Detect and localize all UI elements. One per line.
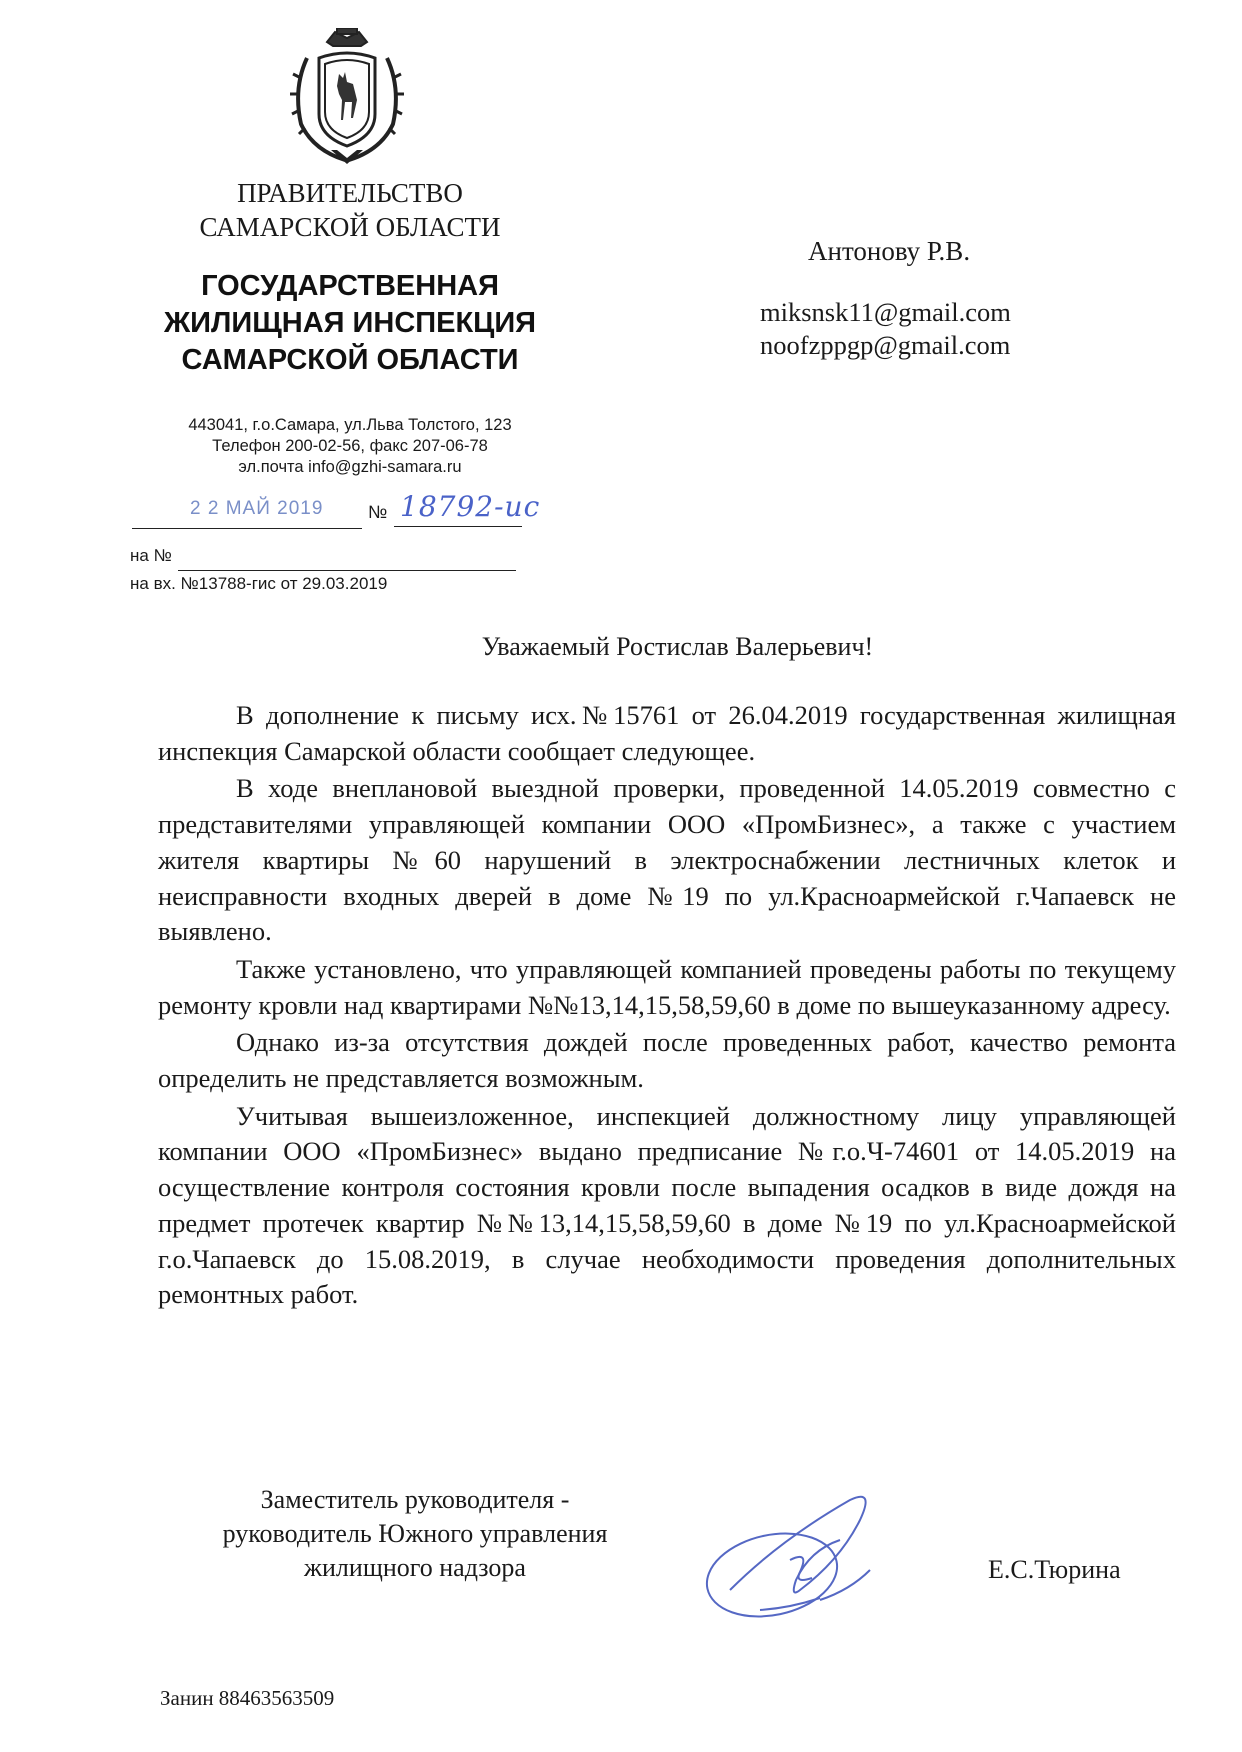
reply-to-number-label: на № xyxy=(130,546,172,565)
signatory-title-line2: руководитель Южного управления xyxy=(222,1519,608,1548)
address-line: 443041, г.о.Самара, ул.Льва Толстого, 123 xyxy=(188,416,512,434)
body-paragraph-1: В дополнение к письму исх.№15761 от 26.04.2019 государственная жилищная инспекция Самарской области сообщает следующее. xyxy=(158,700,1176,766)
email-line: эл.почта info@gzhi-samara.ru xyxy=(238,458,462,476)
body-paragraph-3: Также установлено, что управляющей компанией проведены работы по текущему ремонту кровли над квартирами №№13,14,15,58,59,60 в доме по вышеуказанному адресу. xyxy=(158,953,1176,1020)
inspection-name-line1: ГОСУДАРСТВЕННАЯ xyxy=(201,270,499,302)
coat-of-arms-emblem xyxy=(287,28,407,166)
recipient-email-1: miksnsk11@gmail.com xyxy=(760,297,1011,327)
reply-to-number-line xyxy=(178,570,516,571)
registration-number-line xyxy=(394,526,522,527)
salutation: Уважаемый Ростислав Валерьевич! xyxy=(481,632,874,661)
letter-body xyxy=(158,698,1176,1313)
incoming-reference: на вх. №13788-гис от 29.03.2019 xyxy=(130,574,388,593)
handwritten-signature xyxy=(700,1480,910,1630)
recipient-block xyxy=(760,234,1011,362)
phone-line: Телефон 200-02-56, факс 207-06-78 xyxy=(212,437,488,455)
signatory-title xyxy=(185,1483,645,1585)
government-name-line1: ПРАВИТЕЛЬСТВО xyxy=(237,178,463,208)
registration-number-handwritten: 18792-ис xyxy=(400,490,541,523)
body-paragraph-4: Однако из-за отсутствия дождей после проведенных работ, качество ремонта определить не представляется возможным. xyxy=(158,1027,1176,1094)
recipient-name: Антонову Р.В. xyxy=(808,236,971,266)
inspection-name-line3: САМАРСКОЙ ОБЛАСТИ xyxy=(181,344,519,376)
body-paragraph-5: Учитывая вышеизложенное, инспекцией должностному лицу управляющей компании ООО «ПромБизнес» выдано предписание №г.о.Ч-74601 от 14.05.2019 на осуществление контроля состояния кровли после выпадения осадков в виде дождя на предмет протечек квартир №№13,14,15,58,59,60 в доме №19 по ул.Красноармейской г.о.Чапаевск до 15.08.2019, в случае необходимости проведения дополнительных ремонтных работ. xyxy=(158,1100,1176,1310)
inspection-name xyxy=(130,268,570,379)
signatory-title-line1: Заместитель руководителя - xyxy=(260,1485,570,1514)
organization-contacts xyxy=(130,415,570,478)
signatory-name: Е.С.Тюрина xyxy=(988,1555,1121,1584)
recipient-email-2: noofzppgp@gmail.com xyxy=(760,330,1011,360)
signatory-title-line3: жилищного надзора xyxy=(304,1553,526,1582)
inspection-name-line2: ЖИЛИЩНАЯ ИНСПЕКЦИЯ xyxy=(163,307,537,339)
executor-contact: Занин 88463563509 xyxy=(160,1686,335,1710)
body-paragraph-2: В ходе внеплановой выездной проверки, проведенной 14.05.2019 совместно с представителями управляющей компании ООО «ПромБизнес», а также с участием жителя квартиры №60 нарушений в электроснабжении лестничных клеток и неисправности входных дверей в доме №19 по ул.Красноармейской г.Чапаевск не выявлено. xyxy=(158,773,1176,947)
government-name xyxy=(150,176,550,244)
registration-date-stamp: 2 2 МАЙ 2019 xyxy=(190,498,324,519)
registration-number-label: № xyxy=(368,502,388,522)
government-name-line2: САМАРСКОЙ ОБЛАСТИ xyxy=(199,212,501,242)
